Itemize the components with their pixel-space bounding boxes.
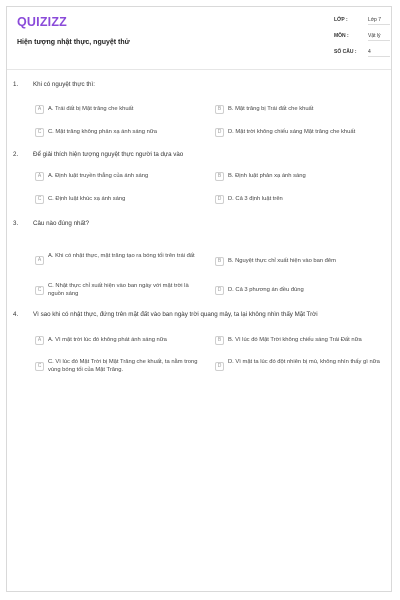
option-letter-box: D: [215, 195, 224, 204]
meta-count-value: 4: [368, 49, 390, 57]
answer-option-d[interactable]: [215, 358, 389, 376]
question-number: 3.: [13, 220, 19, 227]
meta-subject-value: Vật lý: [368, 33, 390, 41]
question-text: Khi có nguyệt thực thì:: [33, 81, 95, 88]
option-text: A. Vì mặt trời lúc đó không phát ánh sáng nữa: [48, 337, 167, 343]
option-text: D. Cả 3 định luật trên: [228, 196, 283, 202]
option-letter-box: C: [35, 362, 44, 371]
option-letter-box: B: [215, 105, 224, 114]
option-text: C. Mặt trăng không phản xạ ánh sáng nữa: [48, 129, 157, 135]
option-text: B. Định luật phản xạ ánh sáng: [228, 173, 306, 179]
option-text: C. Nhật thực chỉ xuất hiện vào ban ngày với mặt trời là nguồn sáng: [48, 283, 189, 297]
option-text: C. Vì lúc đó Mặt Trời bị Mặt Trăng che khuất, ta nằm trong vùng bóng tối của Mặt Trăng.: [48, 359, 198, 373]
option-text: B. Vì lúc đó Mặt Trời không chiếu sáng Trái Đất nữa: [228, 337, 362, 343]
option-letter-box: A: [35, 172, 44, 181]
option-letter-box: B: [215, 336, 224, 345]
worksheet: [6, 6, 392, 592]
question-number: 2.: [13, 151, 19, 158]
meta-count-label: SỐ CÂU :: [334, 49, 357, 55]
option-letter-box: C: [35, 128, 44, 137]
option-letter-box: C: [35, 195, 44, 204]
worksheet-title: Hiện tượng nhật thực, nguyệt thử: [17, 39, 130, 46]
option-letter-box: D: [215, 128, 224, 137]
question-text: Vì sao khi có nhật thực, đứng trên mặt đất vào ban ngày trời quang mây, ta lại không nhìn thấy Mặt Trời: [33, 311, 318, 318]
question-number: 4.: [13, 311, 19, 318]
option-text: C. Định luật khúc xạ ánh sáng: [48, 196, 126, 202]
option-text: D. Vì mặt ta lúc đó đột nhiên bị mù, không nhìn thấy gì nữa: [228, 359, 380, 365]
question-text: Để giải thích hiện tượng nguyệt thực người ta dựa vào: [33, 151, 184, 158]
option-text: A. Trái đất bị Mặt trăng che khuất: [48, 106, 134, 112]
option-text: B. Nguyệt thực chỉ xuất hiện vào ban đêm: [228, 258, 336, 264]
option-letter-box: D: [215, 362, 224, 371]
option-letter-box: A: [35, 336, 44, 345]
option-letter-box: A: [35, 105, 44, 114]
answer-option-a[interactable]: [35, 252, 207, 270]
option-text: B. Mặt trăng bị Trái đất che khuất: [228, 106, 314, 112]
question-text: Câu nào đúng nhất?: [33, 220, 90, 227]
option-text: D. Mặt trời không chiếu sáng Mặt trăng che khuất: [228, 129, 356, 135]
option-text: A. Khi có nhật thực, mặt trăng tạo ra bóng tối trên trái đất: [48, 253, 195, 259]
answer-option-c[interactable]: [35, 282, 207, 300]
option-letter-box: B: [215, 172, 224, 181]
option-letter-box: A: [35, 256, 44, 265]
answer-option-c[interactable]: [35, 358, 207, 376]
meta-subject-label: MÔN :: [334, 33, 349, 39]
option-letter-box: D: [215, 286, 224, 295]
option-text: D. Cả 3 phương án đều đúng: [228, 287, 304, 293]
quizizz-logo: QUIZIZZ: [17, 15, 68, 29]
meta-class-value: Lớp 7: [368, 17, 390, 25]
question-number: 1.: [13, 81, 19, 88]
option-letter-box: C: [35, 286, 44, 295]
option-text: A. Định luật truyền thẳng của ánh sáng: [48, 173, 149, 179]
option-letter-box: B: [215, 257, 224, 266]
worksheet-header: [7, 7, 391, 70]
meta-class-label: LỚP :: [334, 17, 348, 23]
